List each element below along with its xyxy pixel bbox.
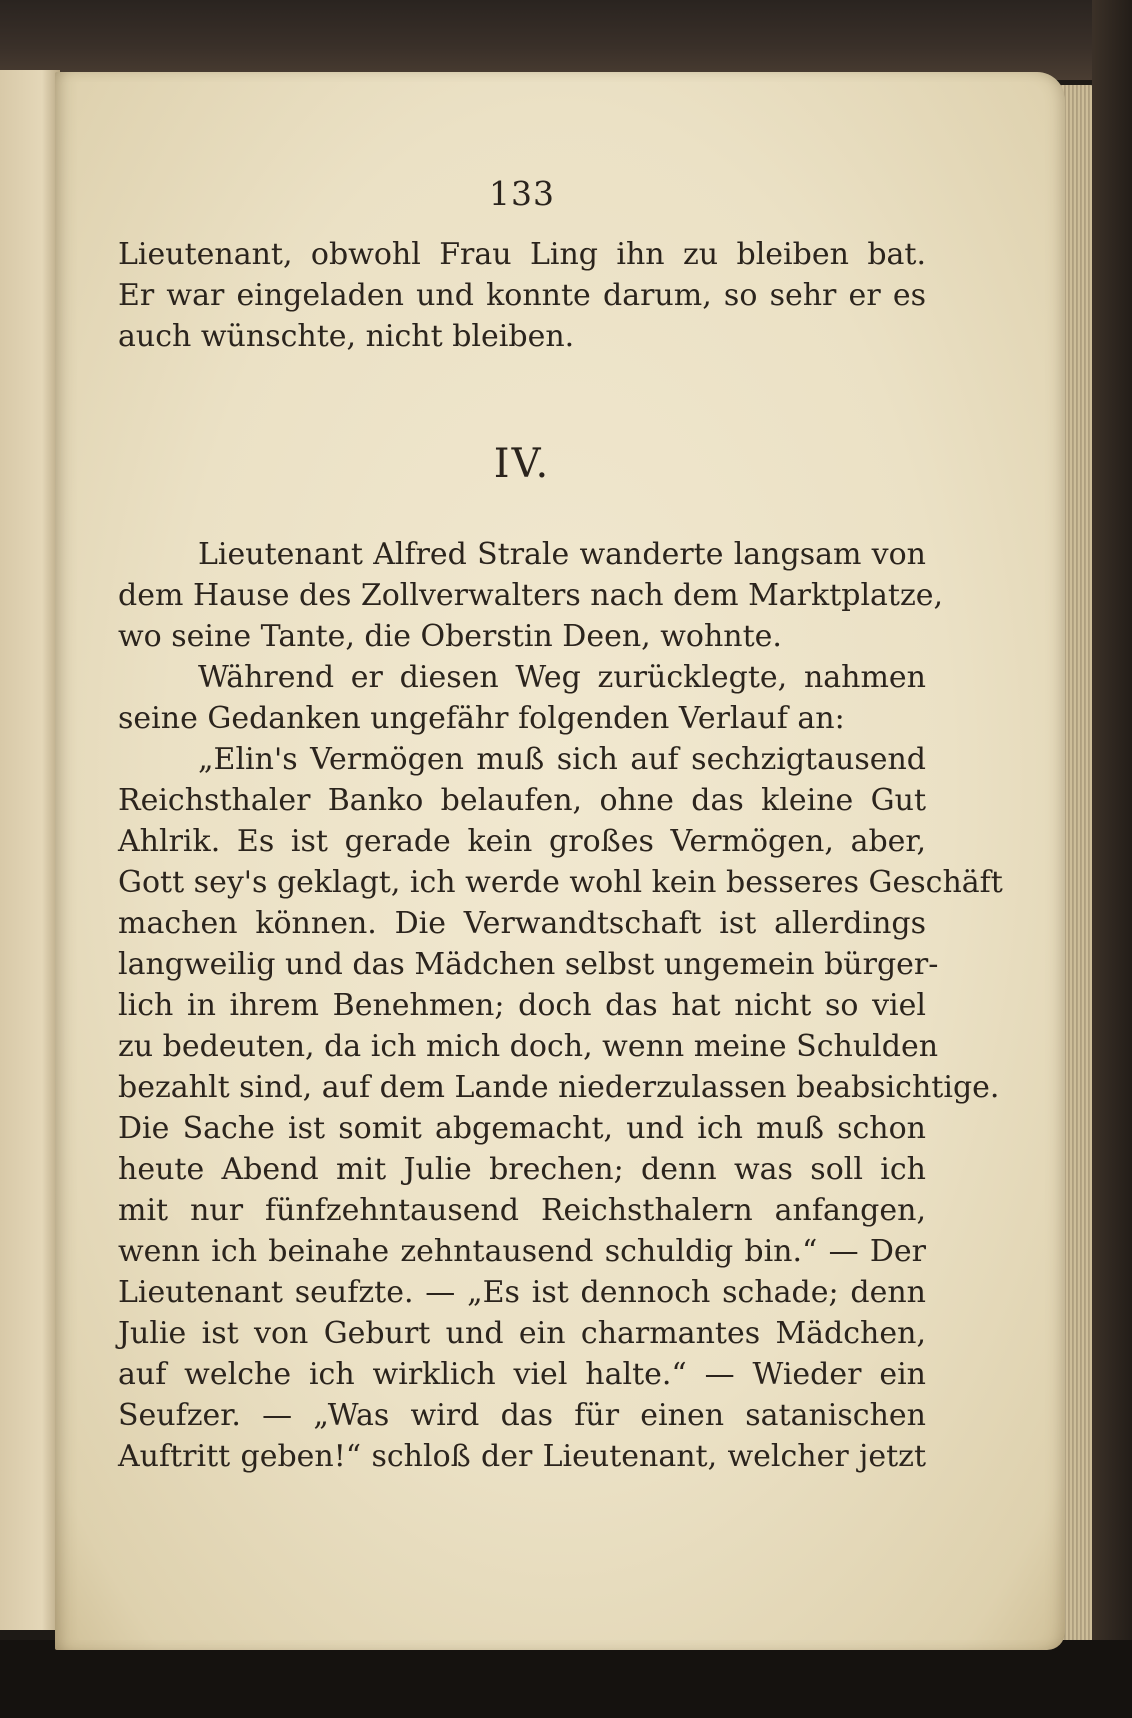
text-line: Gott sey's geklagt, ich werde wohl kein besseres Geschäft xyxy=(118,865,1003,900)
text-line: Lieutenant Alfred Strale wanderte langsam von xyxy=(198,537,926,572)
text-line: wenn ich beinahe zehntausend schuldig bin.“ — Der xyxy=(118,1234,926,1269)
text-line: Lieutenant seufzte. — „Es ist dennoch schade; denn xyxy=(118,1275,926,1310)
text-line: mit nur fünfzehntausend Reichsthalern anfangen, xyxy=(118,1193,926,1228)
text-line: wo seine Tante, die Oberstin Deen, wohnte. xyxy=(118,619,782,654)
bottom-shadow xyxy=(0,1640,1132,1718)
text-line: auch wünschte, nicht bleiben. xyxy=(118,319,575,354)
book-cover-right xyxy=(1092,0,1132,1718)
text-line: Die Sache ist somit abgemacht, und ich muß schon xyxy=(118,1111,926,1146)
chapter-heading: IV. xyxy=(493,441,551,487)
text-line: bezahlt sind, auf dem Lande niederzulassen beabsichtige. xyxy=(118,1070,1000,1105)
text-line: Lieutenant, obwohl Frau Ling ihn zu bleiben bat. xyxy=(118,237,926,272)
page-number: 133 xyxy=(489,174,555,213)
text-line: auf welche ich wirklich viel halte.“ — Wieder ein xyxy=(118,1357,926,1392)
text-line: dem Hause des Zollverwalters nach dem Marktplatze, xyxy=(118,578,944,613)
text-line: lich in ihrem Benehmen; doch das hat nicht so viel xyxy=(118,988,926,1023)
paragraph-2 xyxy=(118,657,926,739)
text-line: Ahlrik. Es ist gerade kein großes Vermögen, aber, xyxy=(118,824,926,859)
text-line: Er war eingeladen und konnte darum, so sehr er es xyxy=(118,278,926,313)
text-line: zu bedeuten, da ich mich doch, wenn meine Schulden xyxy=(118,1029,939,1064)
text-line: Reichsthaler Banko belaufen, ohne das kleine Gut xyxy=(118,783,926,818)
facing-page-edge xyxy=(0,70,60,1630)
text-line: heute Abend mit Julie brechen; denn was soll ich xyxy=(118,1152,926,1187)
top-paragraph xyxy=(118,234,926,357)
text-line: Seufzer. — „Was wird das für einen satanischen xyxy=(118,1398,926,1433)
text-line: langweilig und das Mädchen selbst ungemein bürger- xyxy=(118,947,939,982)
text-line: seine Gedanken ungefähr folgenden Verlauf an: xyxy=(118,701,845,736)
book-cover-top xyxy=(0,0,1132,80)
page-content xyxy=(118,170,1003,1477)
paragraph-1 xyxy=(118,534,944,657)
paragraph-3 xyxy=(118,739,1003,1477)
text-line: „Elin's Vermögen muß sich auf sechzigtausend xyxy=(198,742,926,777)
text-line: machen können. Die Verwandtschaft ist allerdings xyxy=(118,906,926,941)
text-line: Während er diesen Weg zurücklegte, nahmen xyxy=(198,660,926,695)
text-line: Julie ist von Geburt und ein charmantes Mädchen, xyxy=(118,1316,926,1351)
text-line: Auftritt geben!“ schloß der Lieutenant, welcher jetzt xyxy=(118,1439,926,1474)
